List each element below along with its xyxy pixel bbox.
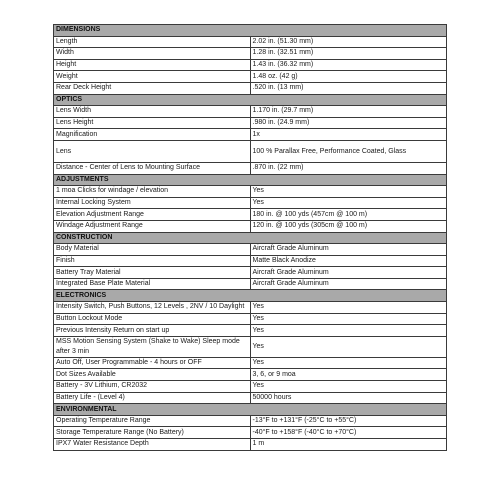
spec-value: Yes xyxy=(250,197,447,209)
spec-row xyxy=(54,82,447,94)
section-header xyxy=(54,232,447,244)
spec-label: Operating Temperature Range xyxy=(54,415,251,427)
spec-table xyxy=(53,24,447,451)
spec-row xyxy=(54,415,447,427)
spec-row xyxy=(54,140,447,162)
spec-value: .980 in. (24.9 mm) xyxy=(250,117,447,129)
spec-label: IPX7 Water Resistance Depth xyxy=(54,439,251,451)
spec-label: Height xyxy=(54,59,251,71)
spec-value: Aircraft Grade Aluminum xyxy=(250,278,447,290)
spec-row xyxy=(54,325,447,337)
section-title: ELECTRONICS xyxy=(54,290,447,302)
section-title: ENVIRONMENTAL xyxy=(54,404,447,416)
spec-value: Yes xyxy=(250,302,447,314)
spec-row xyxy=(54,129,447,141)
spec-label: Integrated Base Plate Material xyxy=(54,278,251,290)
spec-row xyxy=(54,381,447,393)
spec-value: 1 m xyxy=(250,439,447,451)
spec-label: Elevation Adjustment Range xyxy=(54,209,251,221)
spec-row xyxy=(54,48,447,60)
spec-value: -13°F to +131°F (-25°C to +55°C) xyxy=(250,415,447,427)
section-title: OPTICS xyxy=(54,94,447,106)
spec-value: Yes xyxy=(250,336,447,357)
spec-value: 100 % Parallax Free, Performance Coated, Glass xyxy=(250,140,447,162)
spec-value: Yes xyxy=(250,325,447,337)
spec-label: Battery Tray Material xyxy=(54,267,251,279)
spec-row xyxy=(54,439,447,451)
spec-value: Aircraft Grade Aluminum xyxy=(250,244,447,256)
section-header xyxy=(54,94,447,106)
spec-label: Rear Deck Height xyxy=(54,82,251,94)
spec-value: 3, 6, or 9 moa xyxy=(250,369,447,381)
spec-label: Lens Width xyxy=(54,106,251,118)
section-header xyxy=(54,290,447,302)
spec-label: Storage Temperature Range (No Battery) xyxy=(54,427,251,439)
spec-value: 1.48 oz. (42 g) xyxy=(250,71,447,83)
spec-value: Aircraft Grade Aluminum xyxy=(250,267,447,279)
spec-value: 2.02 in. (51.30 mm) xyxy=(250,36,447,48)
spec-row xyxy=(54,278,447,290)
spec-label: Distance - Center of Lens to Mounting Surface xyxy=(54,162,251,174)
spec-row xyxy=(54,369,447,381)
spec-row xyxy=(54,106,447,118)
spec-label: Battery Life - (Level 4) xyxy=(54,392,251,404)
spec-value: 1x xyxy=(250,129,447,141)
section-header xyxy=(54,174,447,186)
spec-label: Lens xyxy=(54,140,251,162)
section-header xyxy=(54,404,447,416)
spec-label: Windage Adjustment Range xyxy=(54,220,251,232)
spec-value: Yes xyxy=(250,186,447,198)
spec-value: Yes xyxy=(250,357,447,369)
section-title: CONSTRUCTION xyxy=(54,232,447,244)
spec-row xyxy=(54,427,447,439)
spec-value: Yes xyxy=(250,381,447,393)
spec-value: Matte Black Anodize xyxy=(250,255,447,267)
spec-label: Auto Off, User Programmable - 4 hours or OFF xyxy=(54,357,251,369)
spec-row xyxy=(54,313,447,325)
spec-label: Internal Locking System xyxy=(54,197,251,209)
spec-value: .520 in. (13 mm) xyxy=(250,82,447,94)
section-header xyxy=(54,25,447,37)
spec-row xyxy=(54,302,447,314)
spec-value: 1.28 in. (32.51 mm) xyxy=(250,48,447,60)
spec-row xyxy=(54,267,447,279)
spec-value: .870 in. (22 mm) xyxy=(250,162,447,174)
spec-row xyxy=(54,36,447,48)
spec-row xyxy=(54,209,447,221)
spec-row xyxy=(54,186,447,198)
spec-label: Battery - 3V Lithium, CR2032 xyxy=(54,381,251,393)
spec-label: Magnification xyxy=(54,129,251,141)
spec-label: MSS Motion Sensing System (Shake to Wake) Sleep mode after 3 min xyxy=(54,336,251,357)
spec-label: Previous Intensity Return on start up xyxy=(54,325,251,337)
section-title: DIMENSIONS xyxy=(54,25,447,37)
spec-label: Dot Sizes Available xyxy=(54,369,251,381)
spec-row xyxy=(54,162,447,174)
spec-value: 120 in. @ 100 yds (305cm @ 100 m) xyxy=(250,220,447,232)
spec-label: Width xyxy=(54,48,251,60)
spec-value: 1.170 in. (29.7 mm) xyxy=(250,106,447,118)
spec-row xyxy=(54,59,447,71)
spec-row xyxy=(54,117,447,129)
spec-row xyxy=(54,220,447,232)
spec-row xyxy=(54,244,447,256)
spec-row xyxy=(54,197,447,209)
spec-row xyxy=(54,336,447,357)
spec-label: Finish xyxy=(54,255,251,267)
spec-label: 1 moa Clicks for windage / elevation xyxy=(54,186,251,198)
spec-value: 180 in. @ 100 yds (457cm @ 100 m) xyxy=(250,209,447,221)
spec-row xyxy=(54,392,447,404)
spec-value: 50000 hours xyxy=(250,392,447,404)
spec-row xyxy=(54,71,447,83)
spec-label: Lens Height xyxy=(54,117,251,129)
spec-label: Weight xyxy=(54,71,251,83)
spec-row xyxy=(54,255,447,267)
spec-value: 1.43 in. (36.32 mm) xyxy=(250,59,447,71)
section-title: ADJUSTMENTS xyxy=(54,174,447,186)
spec-value: -40°F to +158°F (-40°C to +70°C) xyxy=(250,427,447,439)
spec-label: Length xyxy=(54,36,251,48)
spec-label: Body Material xyxy=(54,244,251,256)
spec-label: Intensity Switch, Push Buttons, 12 Levels , 2NV / 10 Daylight xyxy=(54,302,251,314)
spec-row xyxy=(54,357,447,369)
spec-label: Button Lockout Mode xyxy=(54,313,251,325)
spec-value: Yes xyxy=(250,313,447,325)
spec-table-body xyxy=(54,25,447,451)
